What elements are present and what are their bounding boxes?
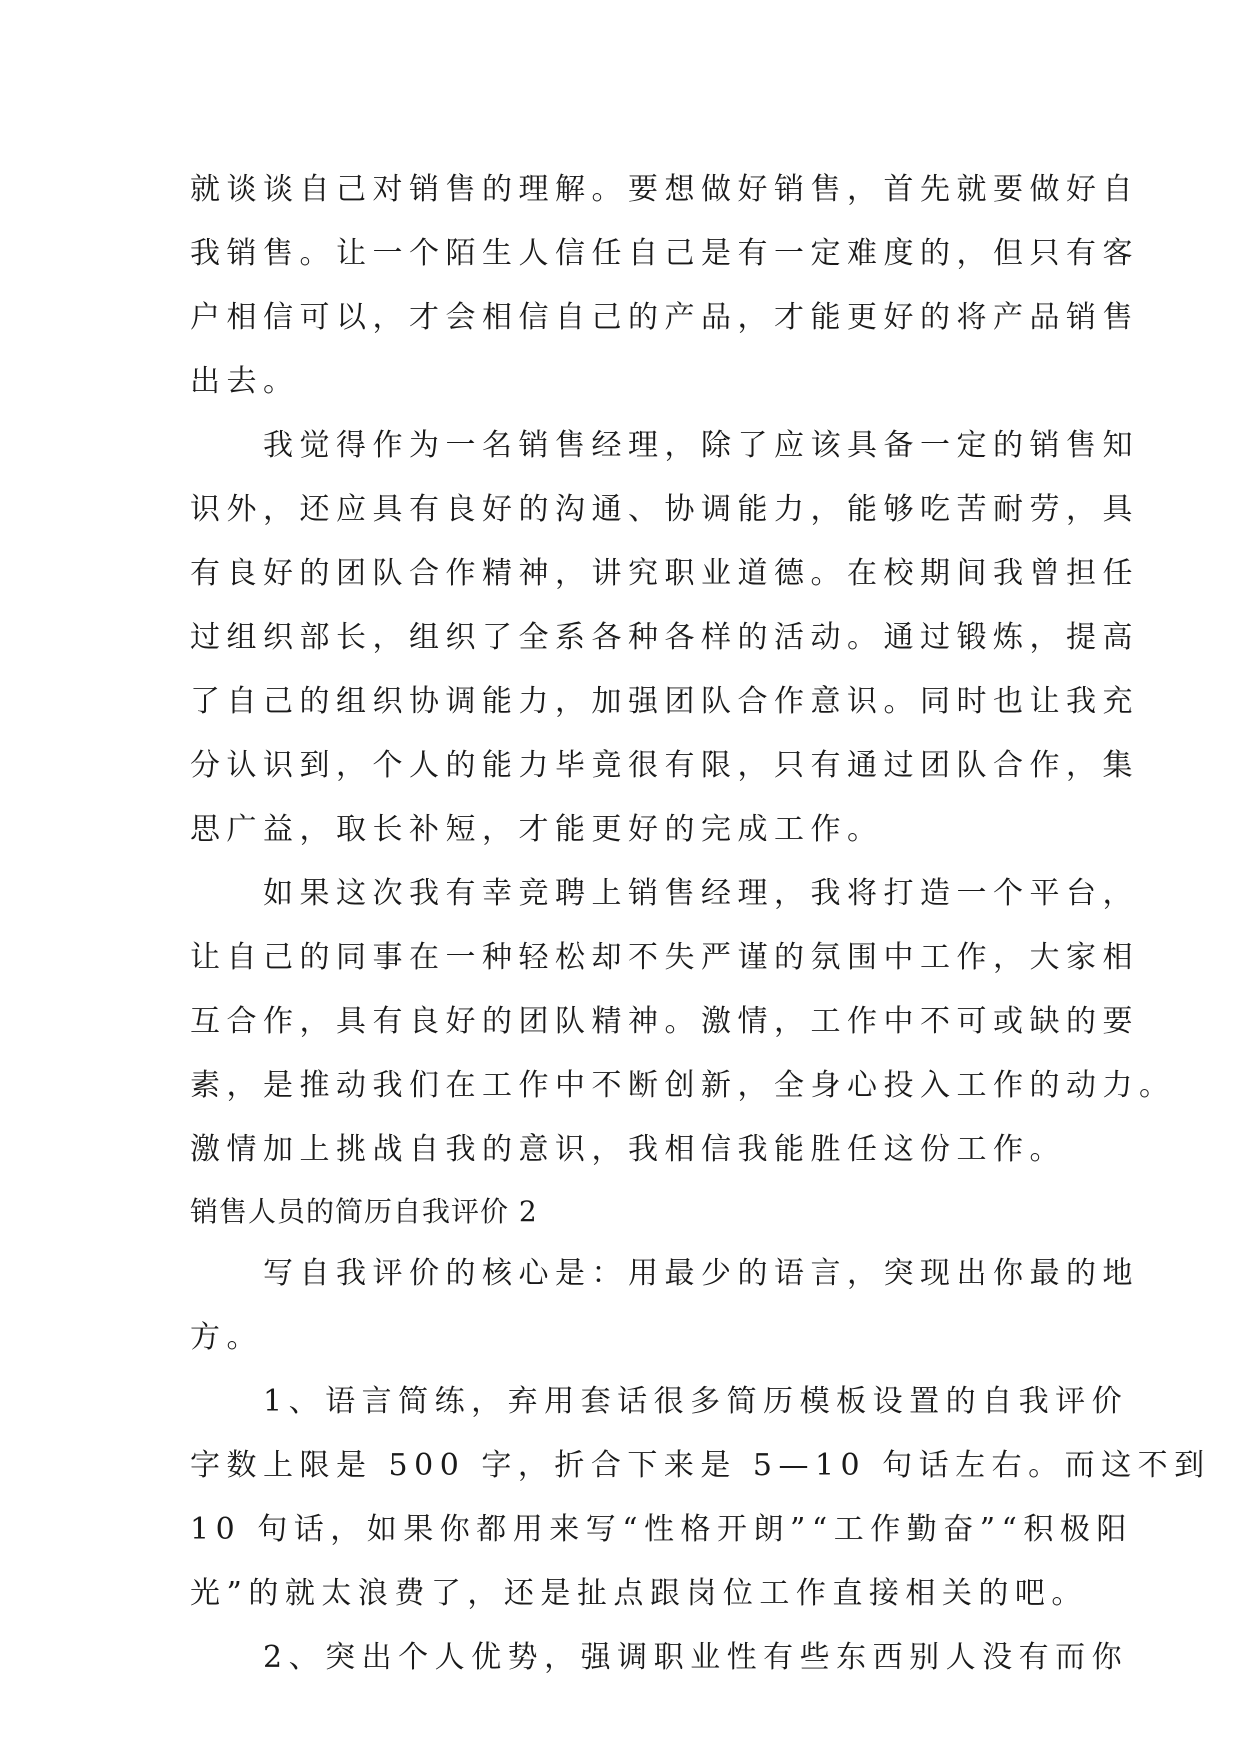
text-line: 方。 — [190, 1320, 263, 1355]
text-line: 思广益，取长补短，才能更好的完成工作。 — [190, 812, 884, 847]
text-line: 如果这次我有幸竞聘上销售经理，我将打造一个平台， — [190, 876, 1139, 911]
text-line: 1、语言简练，弃用套话很多简历模板设置的自我评价 — [190, 1384, 1129, 1419]
text-line: 分认识到，个人的能力毕竟很有限，只有通过团队合作，集 — [190, 748, 1139, 783]
text-line: 我销售。让一个陌生人信任自己是有一定难度的，但只有客 — [190, 236, 1139, 271]
paragraph-core-of-self-evaluation — [190, 1242, 1139, 1370]
paragraph-point-1 — [190, 1370, 1211, 1626]
text-line: 激情加上挑战自我的意识，我相信我能胜任这份工作。 — [190, 1132, 1066, 1167]
text-line: 互合作，具有良好的团队精神。激情，工作中不可或缺的要 — [190, 1004, 1139, 1039]
text-line: 识外，还应具有良好的沟通、协调能力，能够吃苦耐劳，具 — [190, 492, 1139, 527]
paragraph-if-hired — [190, 862, 1176, 1182]
text-line: 有良好的团队合作精神，讲究职业道德。在校期间我曾担任 — [190, 556, 1139, 591]
text-line: 我觉得作为一名销售经理，除了应该具备一定的销售知 — [190, 428, 1139, 463]
paragraph-sales-manager-qualities — [190, 414, 1139, 862]
text-line: 出去。 — [190, 364, 300, 399]
paragraph-point-2 — [190, 1626, 1129, 1690]
section-heading: 销售人员的简历自我评价 2 — [190, 1195, 538, 1228]
document-page — [190, 158, 1211, 1690]
text-line: 字数上限是 500 字，折合下来是 5—10 句话左右。而这不到 — [190, 1448, 1211, 1483]
text-line: 让自己的同事在一种轻松却不失严谨的氛围中工作，大家相 — [190, 940, 1139, 975]
text-line: 素，是推动我们在工作中不断创新，全身心投入工作的动力。 — [190, 1068, 1176, 1103]
paragraph-sales-understanding — [190, 158, 1139, 414]
text-line: 就谈谈自己对销售的理解。要想做好销售，首先就要做好自 — [190, 172, 1139, 207]
text-line: 光”的就太浪费了，还是扯点跟岗位工作直接相关的吧。 — [190, 1576, 1088, 1611]
text-line: 写自我评价的核心是：用最少的语言，突现出你最的地 — [190, 1256, 1139, 1291]
text-line: 户相信可以，才会相信自己的产品，才能更好的将产品销售 — [190, 300, 1139, 335]
text-line: 10 句话，如果你都用来写“性格开朗”“工作勤奋”“积极阳 — [190, 1512, 1133, 1547]
text-line: 过组织部长，组织了全系各种各样的活动。通过锻炼，提高 — [190, 620, 1139, 655]
text-line: 2、突出个人优势，强调职业性有些东西别人没有而你 — [190, 1640, 1129, 1675]
text-line: 了自己的组织协调能力，加强团队合作意识。同时也让我充 — [190, 684, 1139, 719]
